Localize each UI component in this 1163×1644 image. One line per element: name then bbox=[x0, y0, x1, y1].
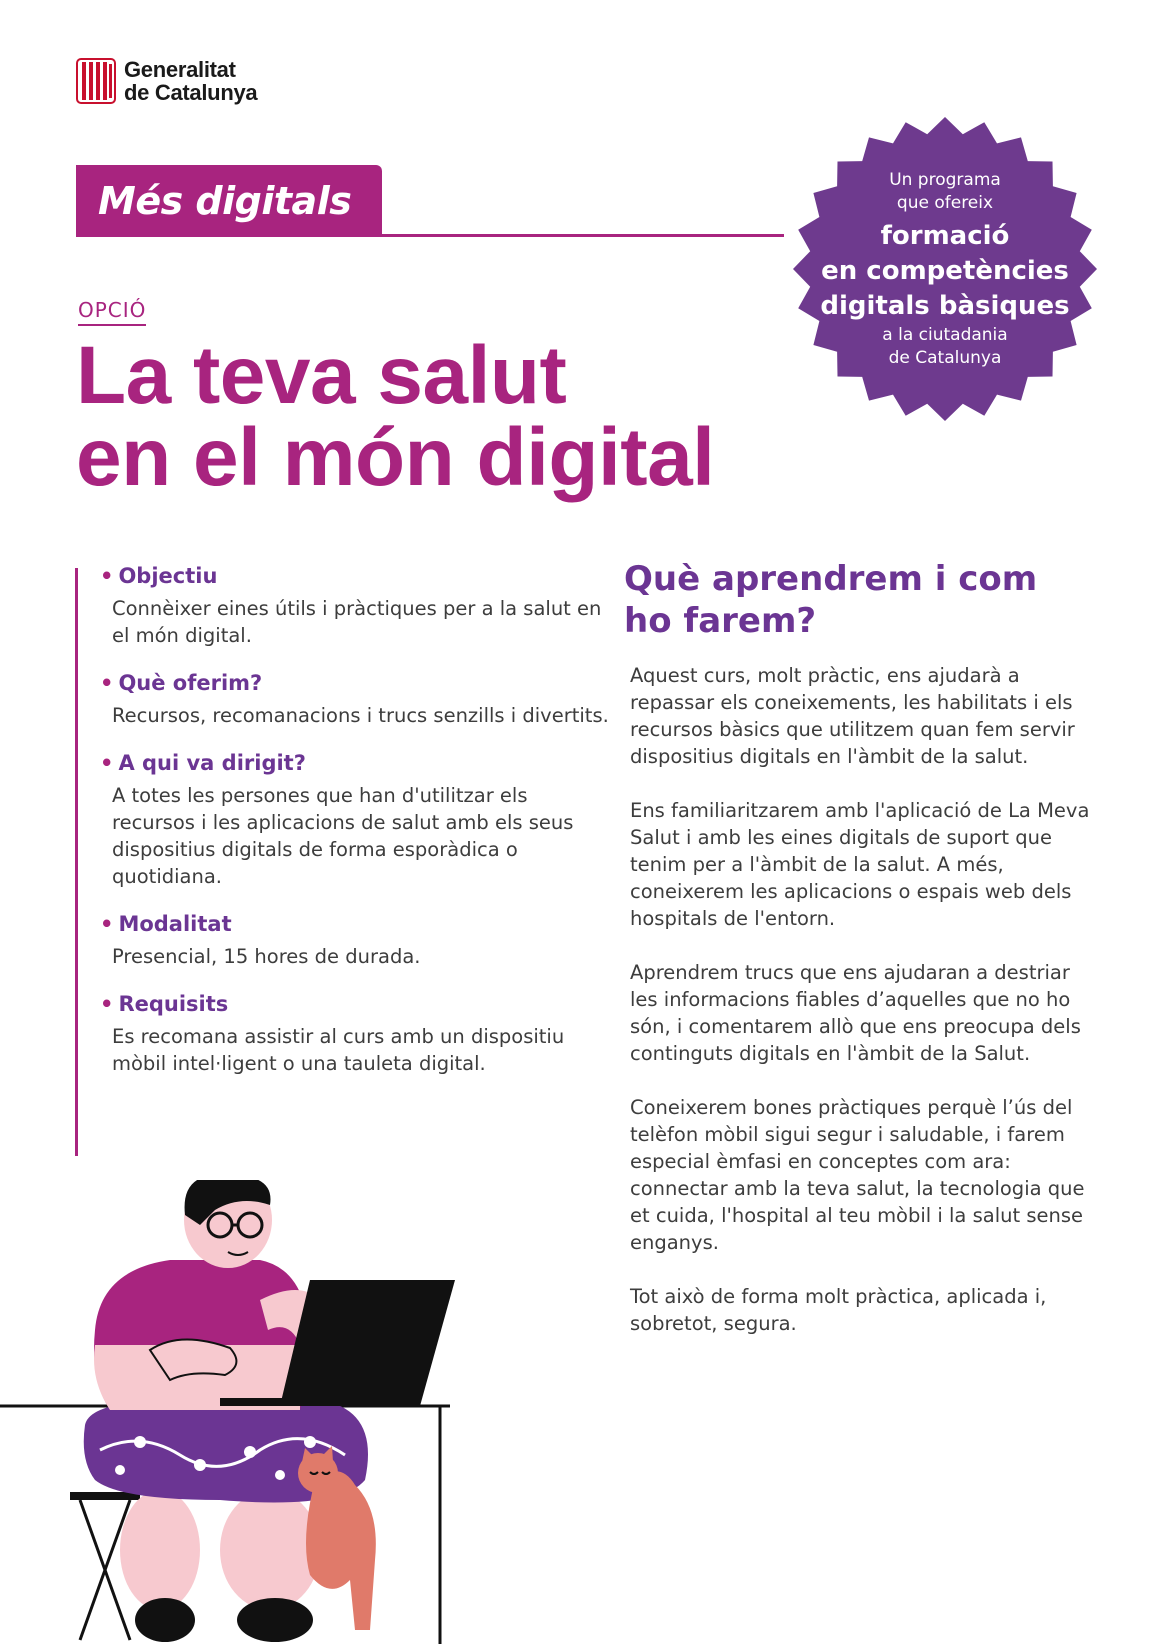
info-item-requisits bbox=[100, 990, 610, 1077]
body-paragraph: Ens familiaritzarem amb l'aplicació de La Meva Salut i amb les eines digitals de suport que tenim per a l'àmbit de la salut. A més, coneixerem les aplicacions o espais web dels hospitals de l'entorn. bbox=[630, 799, 1090, 930]
info-item-a-qui bbox=[100, 749, 610, 890]
tab-divider bbox=[76, 234, 784, 237]
info-heading: A qui va dirigit? bbox=[118, 751, 306, 775]
section-body bbox=[630, 662, 1090, 1364]
logo-text bbox=[124, 58, 257, 104]
program-tab: Més digitals bbox=[76, 165, 382, 237]
title-line1: La teva salut bbox=[76, 330, 567, 421]
title-line2: en el món digital bbox=[76, 412, 715, 503]
body-paragraph: Coneixerem bones pràctiques perquè l’ús del telèfon mòbil sigui segur i saludable, i farem especial èmfasi en conceptes com ara: connectar amb la teva salut, la tecnologia que et cuida, l'hospital al teu mòbil i la salut sense enganys. bbox=[630, 1096, 1085, 1254]
info-heading: Modalitat bbox=[118, 912, 232, 936]
left-column-rule bbox=[75, 568, 78, 1156]
bullet-icon: • bbox=[100, 671, 114, 695]
info-list bbox=[100, 562, 610, 1097]
seal-line3: formació bbox=[880, 220, 1010, 251]
seal-line6: a la ciutadania bbox=[882, 324, 1008, 345]
seal-line2: que ofereix bbox=[896, 192, 994, 213]
body-paragraph: Tot això de forma molt pràctica, aplicada i, sobretot, segura. bbox=[630, 1285, 1047, 1335]
seal-line4: en competències bbox=[821, 255, 1069, 286]
info-body: Connèixer eines útils i pràctiques per a la salut en el món digital. bbox=[112, 597, 602, 647]
generalitat-logo bbox=[76, 58, 276, 108]
program-seal bbox=[788, 112, 1102, 426]
info-body: Es recomana assistir al curs amb un dispositiu mòbil intel·ligent o una tauleta digital. bbox=[112, 1025, 565, 1075]
info-item-objectiu bbox=[100, 562, 610, 649]
info-item-que-oferim bbox=[100, 669, 610, 729]
seal-line5: digitals bàsiques bbox=[820, 290, 1070, 321]
body-paragraph: Aquest curs, molt pràctic, ens ajudarà a repassar els coneixements, les habilitats i els recursos bàsics que utilitzem quan fem servir dispositius digitals en l'àmbit de la salut. bbox=[630, 664, 1075, 768]
bullet-icon: • bbox=[100, 564, 114, 588]
page-title bbox=[76, 330, 715, 503]
seal-line1: Un programa bbox=[889, 169, 1001, 190]
section-heading: Què aprendrem i com ho farem? bbox=[624, 559, 1038, 641]
option-label: OPCIÓ bbox=[78, 298, 146, 326]
seal-text bbox=[788, 112, 1102, 426]
info-body: Presencial, 15 hores de durada. bbox=[112, 945, 421, 968]
generalitat-emblem-icon bbox=[76, 58, 116, 104]
logo-line2: de Catalunya bbox=[124, 80, 258, 105]
bullet-icon: • bbox=[100, 992, 114, 1016]
logo-line1: Generalitat bbox=[124, 57, 236, 82]
info-heading: Què oferim? bbox=[118, 671, 263, 695]
body-paragraph: Aprendrem trucs que ens ajudaran a destriar les informacions fiables d’aquelles que no ho són, i comentarem allò que ens preocupa dels continguts digitals en l'àmbit de la Salut. bbox=[630, 961, 1081, 1065]
seal-line7: de Catalunya bbox=[888, 347, 1002, 368]
bullet-icon: • bbox=[100, 751, 114, 775]
bullet-icon: • bbox=[100, 912, 114, 936]
person-laptop-illustration bbox=[0, 1180, 480, 1644]
info-body: Recursos, recomanacions i trucs senzills i divertits. bbox=[112, 704, 609, 727]
info-item-modalitat bbox=[100, 910, 610, 970]
info-heading: Objectiu bbox=[118, 564, 218, 588]
info-heading: Requisits bbox=[118, 992, 229, 1016]
info-body: A totes les persones que han d'utilitzar els recursos i les aplicacions de salut amb els seus dispositius digitals de forma esporàdica o quotidiana. bbox=[112, 784, 574, 888]
